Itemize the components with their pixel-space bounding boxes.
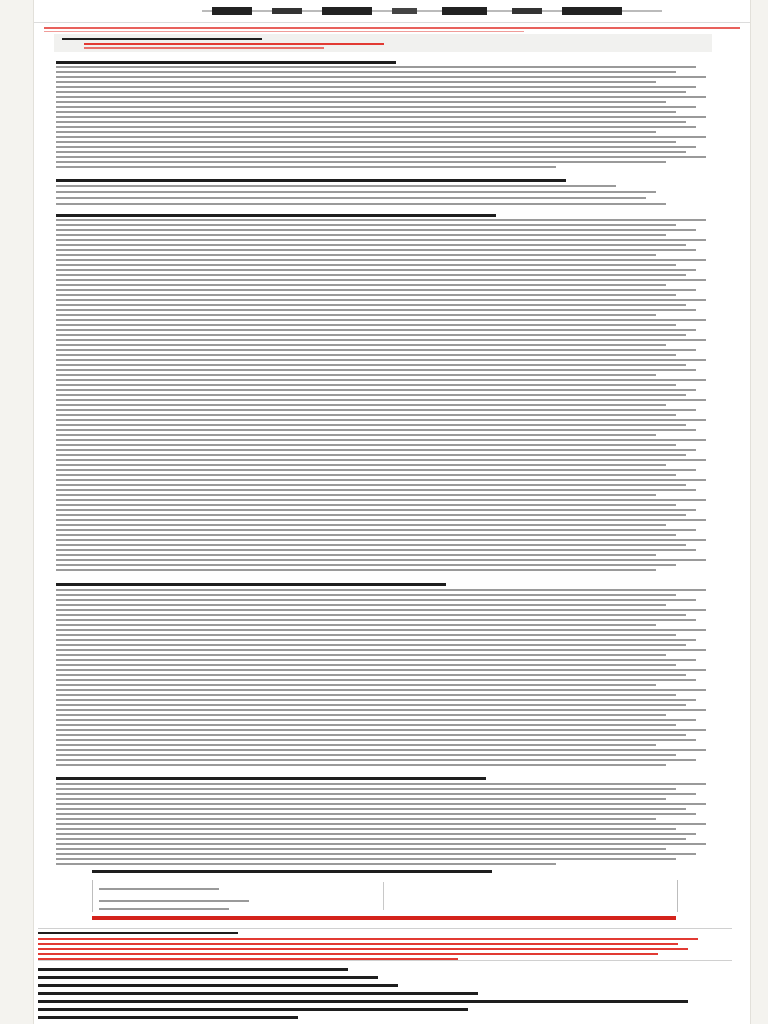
paragraph-lines xyxy=(56,780,712,870)
divider xyxy=(38,960,732,961)
paragraph-lines xyxy=(56,64,712,174)
paragraph-lines xyxy=(56,217,712,577)
masthead-logo[interactable] xyxy=(122,6,662,16)
submit-bar[interactable] xyxy=(92,916,676,920)
article-body xyxy=(56,58,712,179)
divider xyxy=(38,928,732,929)
notice-content xyxy=(54,34,712,52)
notice-box xyxy=(54,34,712,52)
top-bar xyxy=(34,0,750,23)
notice-banner xyxy=(44,25,740,33)
footer-links[interactable] xyxy=(38,964,732,1024)
form-fields[interactable] xyxy=(93,880,677,912)
form-caption xyxy=(92,868,512,874)
article-body-2 xyxy=(56,176,712,582)
page xyxy=(34,0,750,1024)
article-body-4 xyxy=(56,774,712,875)
footer-notice xyxy=(38,932,732,962)
paragraph-lines xyxy=(56,586,712,771)
article-body-3 xyxy=(56,580,712,776)
paragraph-lines xyxy=(56,182,712,206)
form-box[interactable] xyxy=(92,880,678,912)
